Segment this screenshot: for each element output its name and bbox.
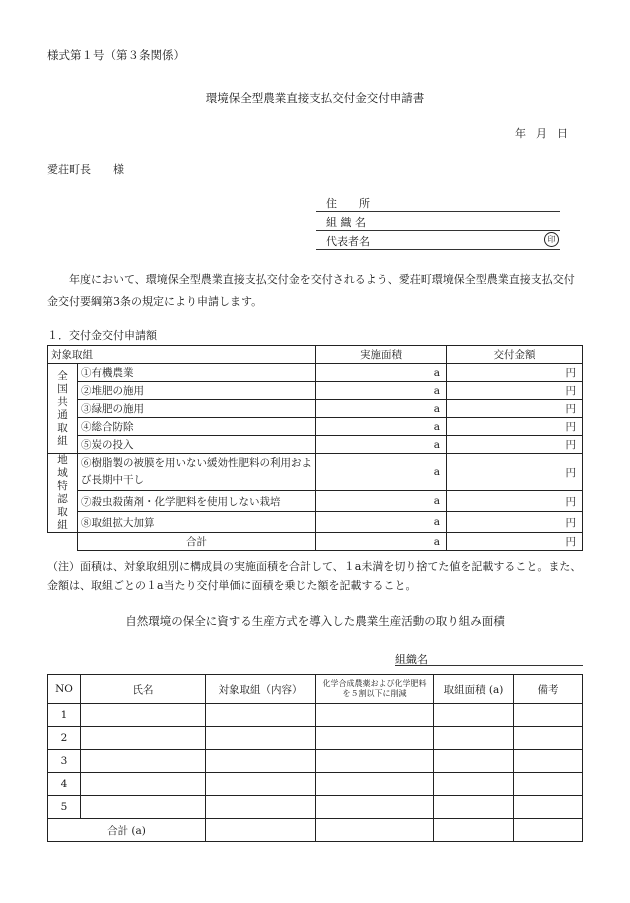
target-cell[interactable] (206, 796, 316, 819)
header-no: NO (48, 675, 81, 704)
addressee (47, 161, 124, 177)
row-area-cell[interactable]: a (316, 400, 447, 418)
target-cell[interactable] (206, 727, 316, 750)
table-row (48, 796, 583, 819)
group-national (48, 364, 78, 454)
table-row (48, 364, 583, 382)
table-row (48, 773, 583, 796)
table-row (48, 512, 583, 533)
table-row (48, 727, 583, 750)
note-text: （注）面積は、対象取組別に構成員の実施面積を合計して、１a未満を切り捨てた値を記載すること。また、金額は、取組ごとの１a当たり交付単価に面積を乗じた額を記載すること。 (47, 560, 582, 592)
date-day: 日 (557, 127, 568, 140)
total-amount-cell[interactable]: 円 (447, 533, 583, 551)
table-row (48, 436, 583, 454)
group-national-label: 全 国 共 通 取 組 (57, 369, 68, 447)
row-amount-cell[interactable]: 円 (447, 364, 583, 382)
table-row (48, 400, 583, 418)
name-cell[interactable] (81, 704, 206, 727)
row-area-cell[interactable]: a (316, 436, 447, 454)
header-category: 対象取組 (48, 346, 316, 364)
name-cell[interactable] (81, 773, 206, 796)
header-amount: 交付金額 (447, 346, 583, 364)
remarks-cell[interactable] (514, 773, 583, 796)
application-text: 年度において、環境保全型農業直接支払交付金を交付されるよう、愛荘町環境保全型農業直接支払交付金交付要綱第3条の規定により申請します。 (47, 273, 575, 308)
row-label: ②堆肥の施用 (78, 382, 316, 400)
area-cell[interactable] (434, 704, 514, 727)
row-label: ⑦殺虫殺菌剤・化学肥料を使用しない栽培 (78, 491, 316, 512)
row-amount-cell[interactable]: 円 (447, 454, 583, 491)
row-area-cell[interactable]: a (316, 418, 447, 436)
section2-title: 自然環境の保全に資する生産方式を導入した農業生産活動の取り組み面積 (125, 614, 505, 628)
row-area-cell[interactable]: a (316, 454, 447, 491)
table-header-row (48, 675, 583, 704)
org-name-field[interactable] (395, 651, 583, 666)
row-label: ④総合防除 (78, 418, 316, 436)
applicant-rep-label: 代表者名 (326, 235, 370, 248)
addressee-honorific: 様 (113, 163, 124, 176)
row-area-cell[interactable]: a (316, 512, 447, 533)
total-spacer (48, 533, 78, 551)
row-no: 5 (48, 796, 81, 819)
row-no: 4 (48, 773, 81, 796)
org-name-label: 組織名 (395, 653, 428, 666)
date-line (505, 125, 568, 141)
form-number: 様式第１号（第３条関係） (47, 48, 185, 62)
applicant-address-label: 住 所 (326, 197, 370, 210)
remarks-cell[interactable] (514, 750, 583, 773)
header-area: 実施面積 (316, 346, 447, 364)
name-cell[interactable] (81, 796, 206, 819)
row-amount-cell[interactable]: 円 (447, 418, 583, 436)
total-chem-cell[interactable] (316, 819, 434, 842)
row-no: 1 (48, 704, 81, 727)
row-area-cell[interactable]: a (316, 491, 447, 512)
chem-cell[interactable] (316, 750, 434, 773)
chem-cell[interactable] (316, 727, 434, 750)
group-regional-label: 地 域 特 認 取 組 (57, 454, 68, 531)
table-header-row (48, 346, 583, 364)
table-row (48, 418, 583, 436)
header-chem-reduction: 化学合成農薬および化学肥料を５割以下に削減 (316, 675, 434, 704)
chem-cell[interactable] (316, 796, 434, 819)
row-label: ①有機農業 (78, 364, 316, 382)
table-total-row (48, 533, 583, 551)
total-remarks-cell[interactable] (514, 819, 583, 842)
area-cell[interactable] (434, 773, 514, 796)
activity-area-table (47, 674, 583, 842)
row-no: 3 (48, 750, 81, 773)
date-year: 年 (515, 127, 526, 140)
row-amount-cell[interactable]: 円 (447, 512, 583, 533)
table-row (48, 704, 583, 727)
total-label: 合計 (a) (48, 819, 206, 842)
header-remarks: 備考 (514, 675, 583, 704)
row-label: ⑤炭の投入 (78, 436, 316, 454)
table-row (48, 750, 583, 773)
total-area-cell[interactable] (434, 819, 514, 842)
applicant-org-label: 組 織 名 (326, 216, 366, 229)
remarks-cell[interactable] (514, 704, 583, 727)
target-cell[interactable] (206, 750, 316, 773)
area-cell[interactable] (434, 796, 514, 819)
chem-cell[interactable] (316, 773, 434, 796)
row-label: ⑧取組拡大加算 (78, 512, 316, 533)
chem-cell[interactable] (316, 704, 434, 727)
row-label: ⑥樹脂製の被膜を用いない緩効性肥料の利用および長期中干し (78, 454, 316, 491)
row-amount-cell[interactable]: 円 (447, 491, 583, 512)
row-amount-cell[interactable]: 円 (447, 382, 583, 400)
row-amount-cell[interactable]: 円 (447, 436, 583, 454)
target-cell[interactable] (206, 704, 316, 727)
seal-icon: 印 (544, 232, 559, 247)
date-month: 月 (536, 127, 547, 140)
table-row (48, 454, 583, 491)
table-total-row (48, 819, 583, 842)
addressee-name: 愛荘町長 (47, 163, 91, 176)
table-row (48, 491, 583, 512)
section1-title: １．交付金交付申請額 (47, 329, 157, 342)
header-area: 取組面積 (a) (434, 675, 514, 704)
grant-amount-table (47, 345, 583, 551)
header-target: 対象取組（内容） (206, 675, 316, 704)
total-target-cell[interactable] (206, 819, 316, 842)
row-area-cell[interactable]: a (316, 382, 447, 400)
header-name: 氏名 (81, 675, 206, 704)
row-amount-cell[interactable]: 円 (447, 400, 583, 418)
remarks-cell[interactable] (514, 727, 583, 750)
table-row (48, 382, 583, 400)
applicant-org-field[interactable] (316, 214, 560, 231)
applicant-rep-field[interactable] (316, 233, 560, 250)
total-label: 合計 (78, 533, 316, 551)
target-cell[interactable] (206, 773, 316, 796)
name-cell[interactable] (81, 727, 206, 750)
total-area-cell[interactable]: a (316, 533, 447, 551)
area-cell[interactable] (434, 750, 514, 773)
document-title: 環境保全型農業直接支払交付金交付申請書 (205, 91, 425, 105)
remarks-cell[interactable] (514, 796, 583, 819)
row-area-cell[interactable]: a (316, 364, 447, 382)
applicant-address-field[interactable] (316, 195, 560, 212)
row-no: 2 (48, 727, 81, 750)
name-cell[interactable] (81, 750, 206, 773)
row-label: ③緑肥の施用 (78, 400, 316, 418)
area-cell[interactable] (434, 727, 514, 750)
group-regional (48, 454, 78, 533)
